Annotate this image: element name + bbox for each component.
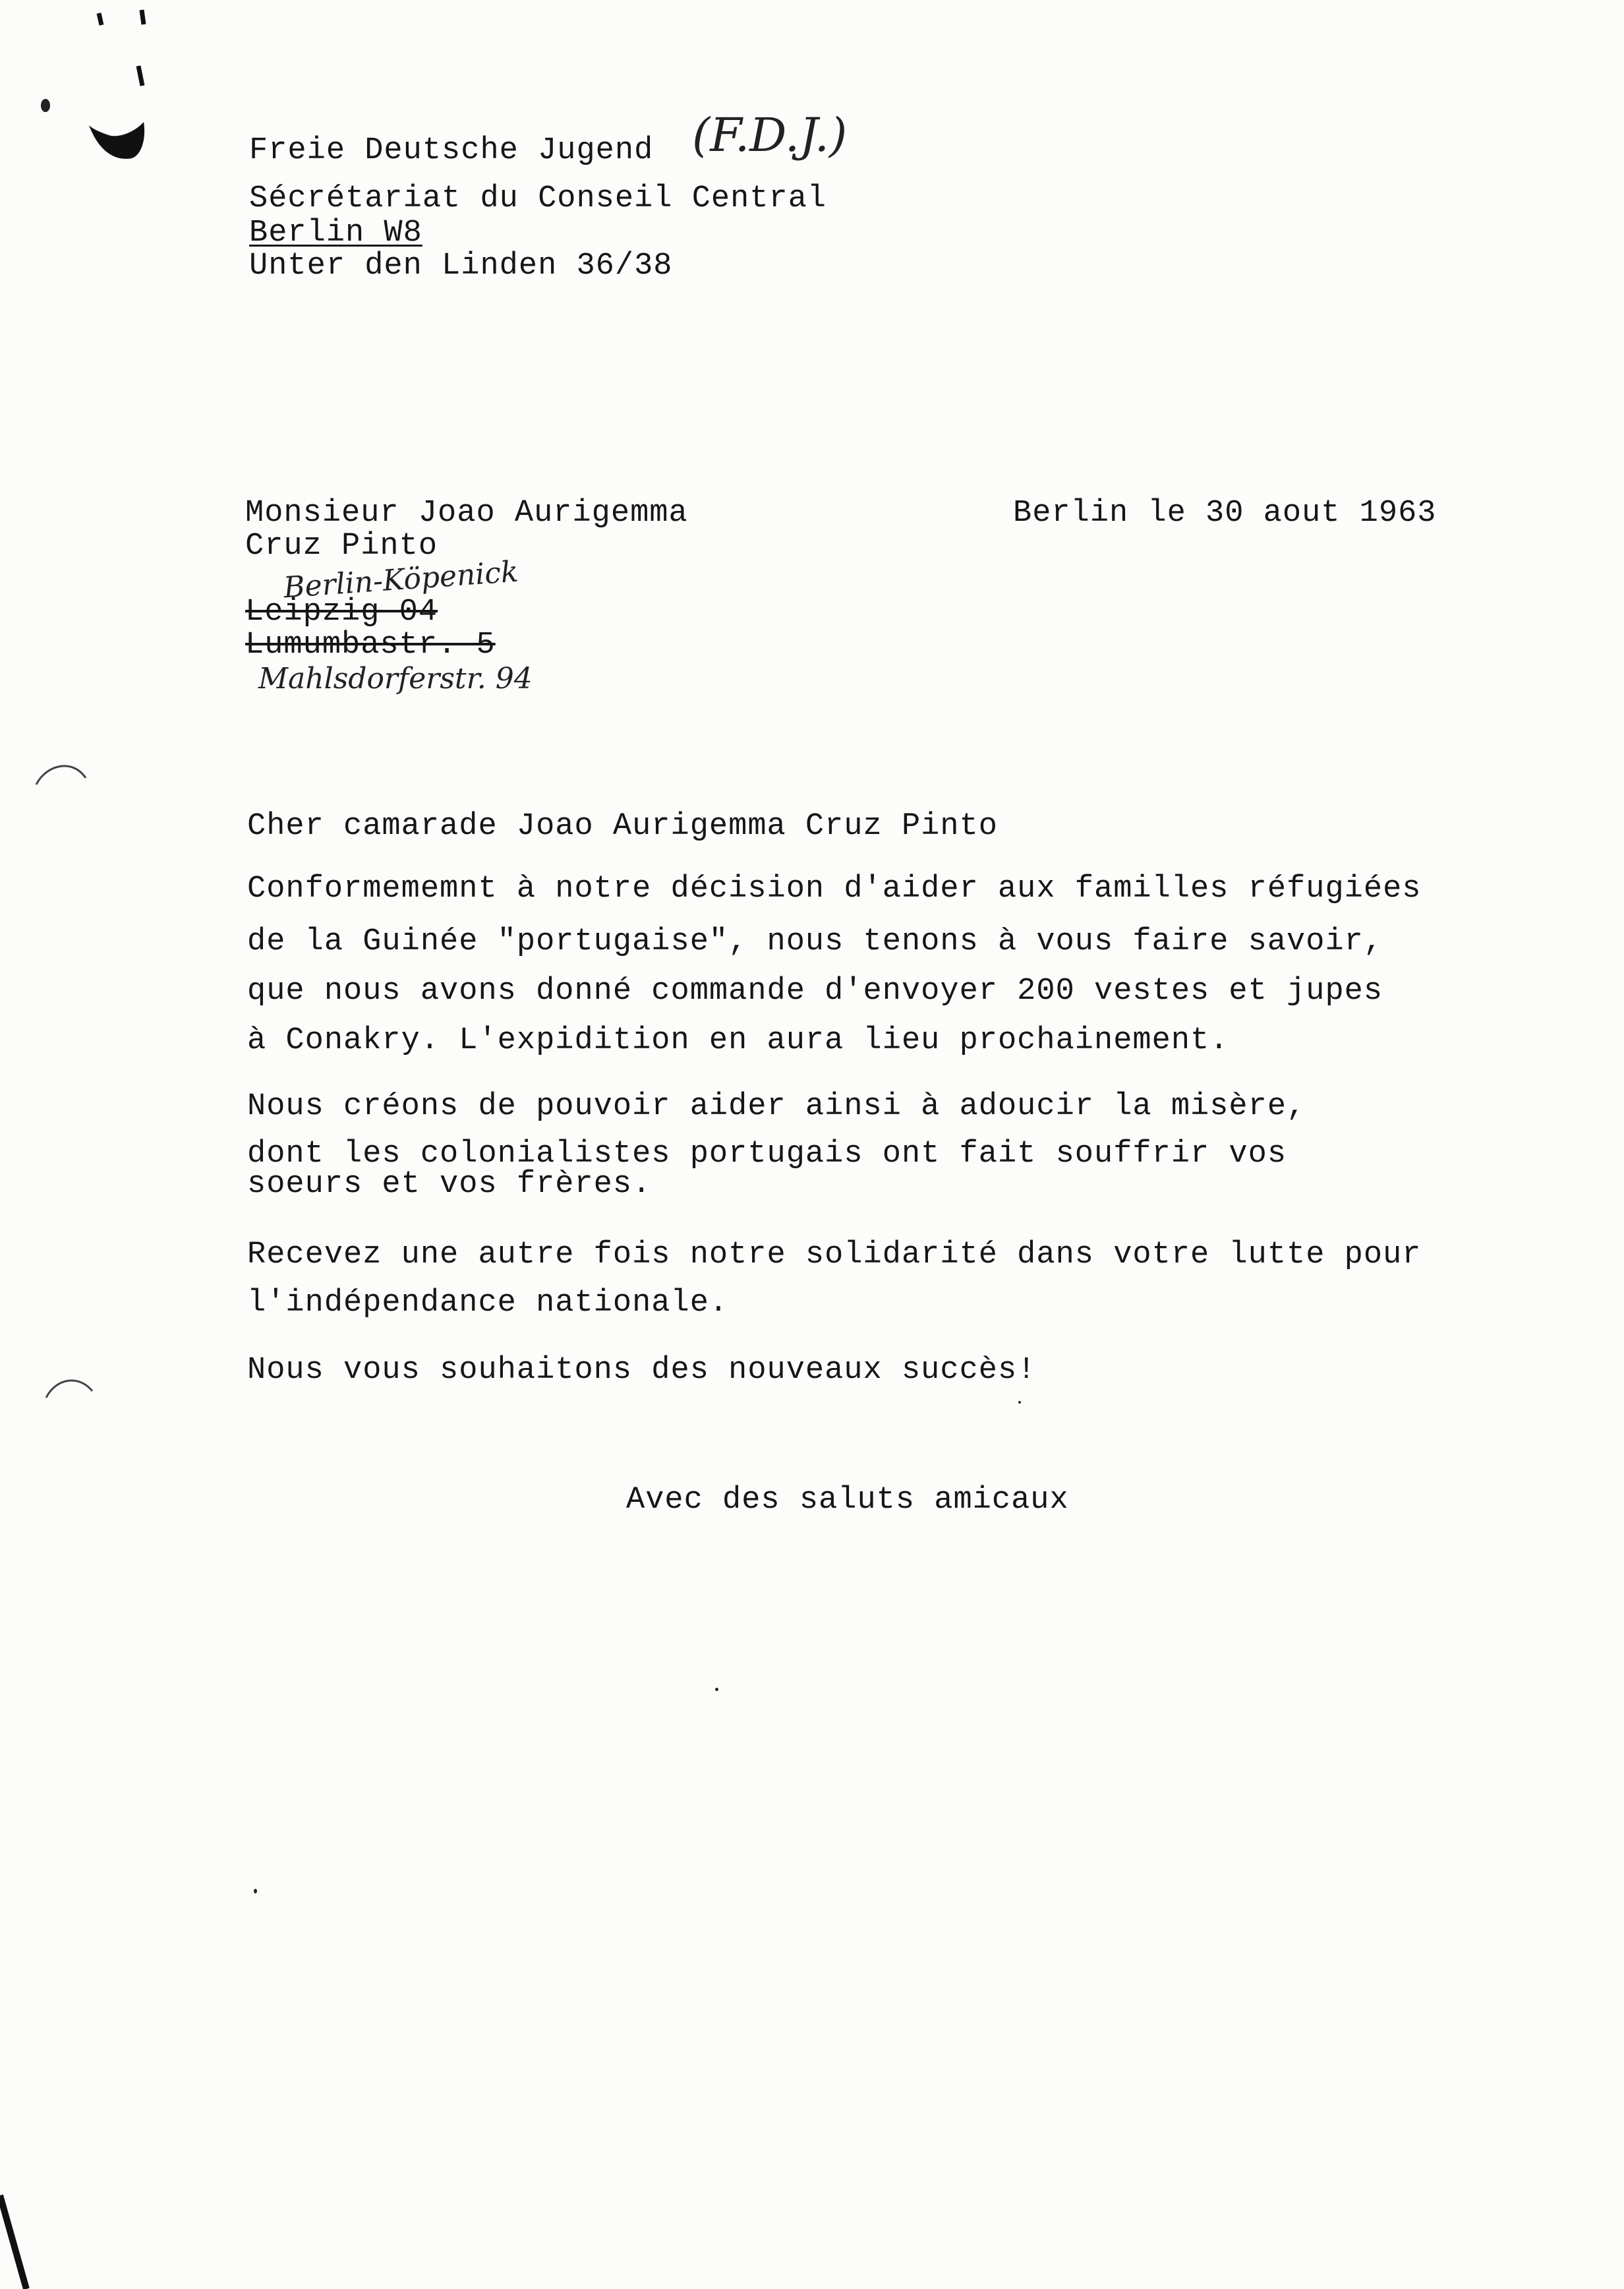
punch-hole-mark-top [36,766,86,785]
sender-street: Unter den Linden 36/38 [249,249,673,283]
paragraph-1-line-4: à Conakry. L'expidition en aura lieu prochainement. [247,1023,1229,1058]
paragraph-2-line-3: soeurs et vos frères. [247,1167,652,1202]
paragraph-2-line-1: Nous créons de pouvoir aider ainsi à adoucir la misère, [247,1089,1306,1124]
paragraph-1-line-3: que nous avons donné commande d'envoyer 200 vestes et jupes [247,974,1383,1009]
speck [254,1889,257,1893]
paragraph-2-line-2: dont les colonialistes portugais ont fait souffrir vos [247,1137,1287,1172]
recipient-old-city: Leipzig 04 [245,595,438,630]
recipient-new-street-handwritten: Mahlsdorferstr. 94 [258,662,533,696]
paragraph-1-line-1: Conformememnt à notre décision d'aider aux familles réfugiées [247,872,1422,907]
sender-department: Sécrétariat du Conseil Central [249,181,827,216]
ink-speck [41,99,50,112]
ink-specks [99,10,144,86]
paragraph-1-line-2: de la Guinée "portugaise", nous tenons à vous faire savoir, [247,924,1383,959]
ink-blot [89,122,144,159]
letter-date: Berlin le 30 aout 1963 [1013,496,1437,531]
closing: Avec des saluts amicaux [626,1483,1069,1518]
recipient-name-line1: Monsieur Joao Aurigemma [245,496,688,531]
speck [715,1688,718,1691]
sender-abbrev-handwritten: (F.D.J.) [692,108,848,162]
salutation: Cher camarade Joao Aurigemma Cruz Pinto [247,809,998,844]
speck [1018,1401,1021,1404]
edge-mark [0,2195,26,2289]
paragraph-3-line-2: l'indépendance nationale. [247,1286,729,1321]
paragraph-3-line-1: Recevez une autre fois notre solidarité dans votre lutte pour [247,1237,1422,1272]
recipient-name-line2: Cruz Pinto [245,529,438,564]
recipient-old-street: Lumumbastr. 5 [245,628,496,663]
paragraph-4: Nous vous souhaitons des nouveaux succès! [247,1353,1037,1388]
sender-organization: Freie Deutsche Jugend [249,133,654,168]
sender-city: Berlin W8 [249,216,422,251]
recipient-new-city-handwritten: Berlin-Köpenick [282,554,520,605]
punch-hole-mark-bottom [46,1381,92,1398]
